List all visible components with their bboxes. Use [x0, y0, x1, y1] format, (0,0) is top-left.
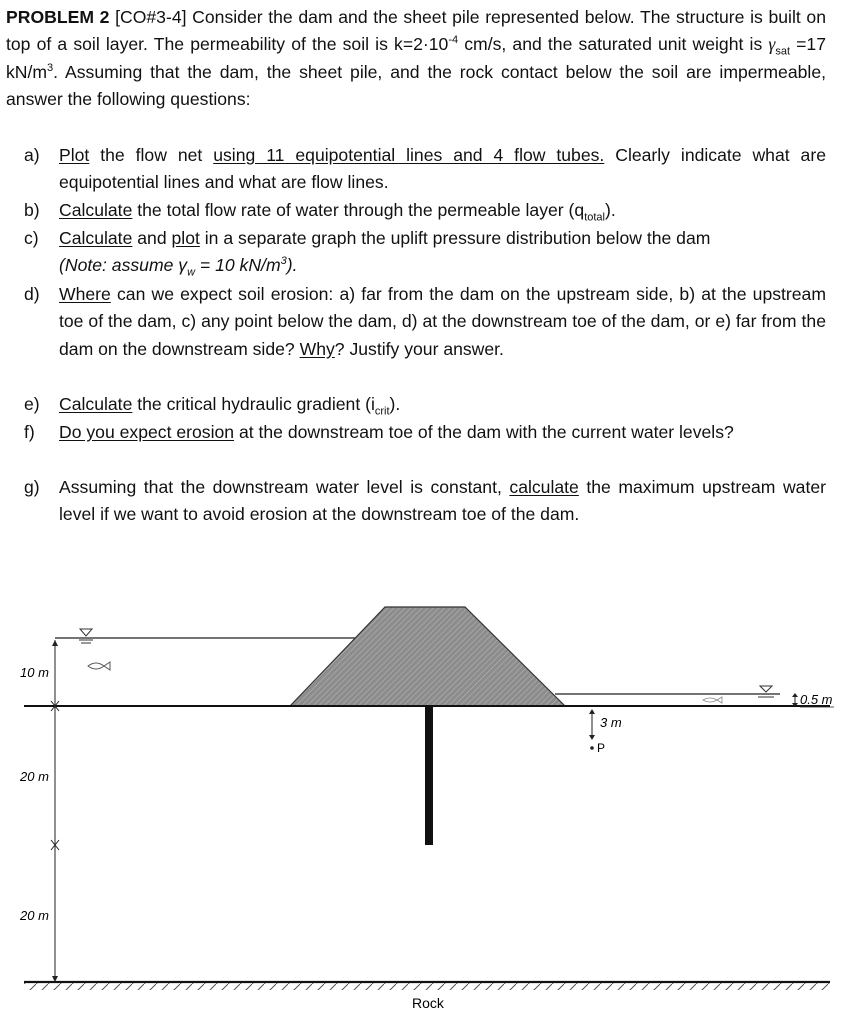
text-fragment: in a separate graph the uplift pressure distribution below the dam	[199, 228, 711, 248]
underlined-term: Do you expect erosion	[59, 422, 235, 442]
text-fragment: (Note: assume	[59, 255, 179, 276]
dimension-3m	[589, 709, 595, 750]
rock-hatching	[24, 983, 830, 990]
label-10m: 10 m	[20, 665, 49, 680]
text-fragment: Clearly indicate what are equipotential lines and what are flow lines.	[59, 145, 826, 193]
underlined-term: plot	[171, 228, 200, 248]
left-dimension-line	[51, 640, 59, 982]
question-label: d)	[24, 284, 40, 304]
label-20m-lower: 20 m	[20, 908, 49, 923]
problem-text-3: =17 kN/m	[6, 34, 827, 82]
problem-text-2: cm/s, and the saturated unit weight is	[458, 34, 769, 55]
point-p-label: P	[597, 741, 606, 755]
label-3m: 3 m	[600, 715, 622, 730]
text-fragment: ).	[389, 394, 401, 414]
text-fragment: ).	[604, 200, 616, 220]
underlined-term: using 11 equipotential lines and 4 flow tubes.	[213, 145, 605, 165]
subscript: w	[187, 266, 196, 279]
underlined-term: Where	[59, 284, 111, 304]
text-fragment: the maximum upstream water level if we want to avoid erosion at the downstream toe of the dam.	[59, 477, 826, 525]
question-label: c)	[24, 228, 39, 248]
text-fragment: at the downstream toe of the dam with the current water levels?	[234, 422, 734, 442]
underlined-term: Plot	[59, 145, 90, 165]
text-fragment: the flow net	[89, 145, 214, 165]
text-fragment: the total flow rate of water through the permeable layer (q	[132, 200, 585, 220]
text-fragment: ).	[286, 255, 298, 276]
question-label: a)	[24, 145, 40, 165]
label-20m-upper: 20 m	[20, 769, 49, 784]
k-exponent: -4	[448, 34, 459, 47]
water-level-symbol	[79, 629, 93, 643]
fish-icon	[88, 662, 110, 670]
subscript: total	[584, 211, 605, 224]
underlined-term: calculate	[509, 477, 579, 497]
gamma-symbol: γ	[768, 34, 776, 55]
subscript: crit	[374, 405, 390, 418]
problem-text-1: Consider the dam and the sheet pile represented below. The structure is built on top of a soil layer. The permeability of the soil is k=2·10	[6, 7, 826, 55]
text-fragment: and	[132, 228, 172, 248]
superscript: 3	[280, 255, 287, 268]
rock-label: Rock	[412, 995, 444, 1011]
water-level-symbol	[758, 686, 774, 697]
underlined-term: Calculate	[59, 228, 133, 248]
text-fragment: ? Justify your answer.	[334, 338, 504, 359]
problem-code: [CO#3-4]	[115, 7, 187, 27]
underlined-term: Calculate	[59, 394, 133, 414]
underlined-term: Why	[299, 338, 335, 359]
sheet-pile	[425, 706, 433, 845]
question-label: e)	[24, 394, 40, 414]
dimension-0-5m	[792, 693, 798, 707]
problem-heading: PROBLEM 2	[6, 7, 110, 27]
problem-text-4: . Assuming that the dam, the sheet pile, and the rock contact below the soil are impermeable, answer the following questions:	[6, 61, 826, 110]
question-label: g)	[24, 477, 40, 497]
dam	[290, 607, 565, 706]
text-fragment: the critical hydraulic gradient (i	[132, 394, 375, 414]
gamma-symbol: γ	[178, 255, 188, 276]
underlined-term: Calculate	[59, 200, 133, 220]
fish-icon	[703, 697, 722, 703]
text-fragment: Assuming that the downstream water level is constant,	[59, 477, 510, 497]
text-fragment: = 10 kN/m	[195, 255, 281, 276]
question-label: f)	[24, 422, 35, 442]
text-fragment: can we expect soil erosion: a) far from the dam on the upstream side, b) at the upstream toe of the dam, c) any point below the dam, d) at the downstream toe of the dam, or e) far from the dam on the downstream side?	[59, 284, 826, 359]
gamma-subscript: sat	[775, 45, 791, 58]
label-0-5m: 0.5 m	[800, 692, 833, 707]
unit-exponent: 3	[47, 61, 54, 74]
question-label: b)	[24, 200, 40, 220]
